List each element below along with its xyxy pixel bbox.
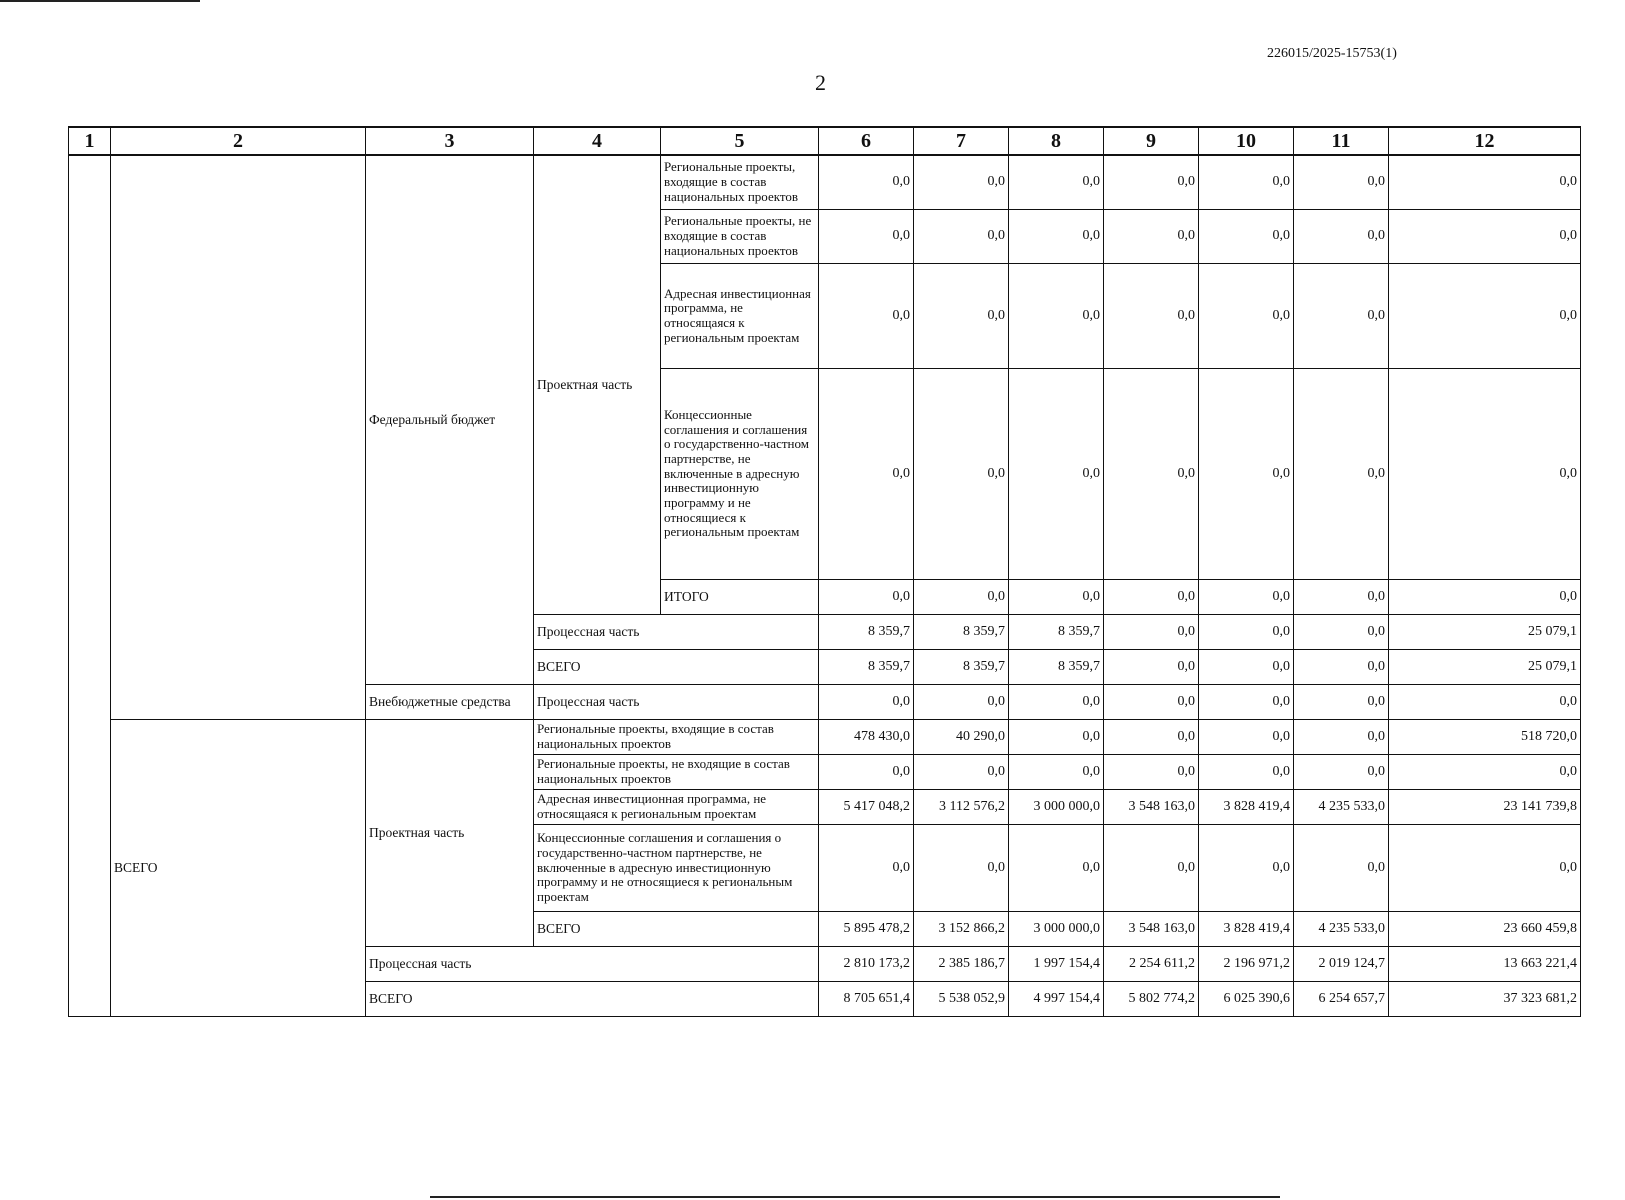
value-cell: 0,0	[819, 755, 914, 790]
value-cell: 8 359,7	[819, 650, 914, 685]
row-label: Концессионные соглашения и соглашения о государственно-частном партнерстве, не включенные в адресную инвестиционную программу и не относящиеся к региональным проектам	[534, 825, 819, 912]
value-cell: 5 417 048,2	[819, 790, 914, 825]
bottom-rule	[430, 1196, 1280, 1198]
value-cell: 0,0	[1009, 210, 1104, 264]
value-cell: 0,0	[819, 825, 914, 912]
value-cell: 0,0	[914, 685, 1009, 720]
value-cell: 2 196 971,2	[1199, 947, 1294, 982]
value-cell: 0,0	[1199, 210, 1294, 264]
value-cell: 0,0	[1294, 755, 1389, 790]
value-cell: 25 079,1	[1389, 615, 1581, 650]
value-cell: 0,0	[1009, 825, 1104, 912]
value-cell: 0,0	[1009, 685, 1104, 720]
row-label: ВСЕГО	[534, 650, 819, 685]
program-name-cell	[111, 155, 366, 720]
value-cell: 0,0	[1009, 369, 1104, 580]
value-cell: 0,0	[914, 580, 1009, 615]
value-cell: 5 895 478,2	[819, 912, 914, 947]
value-cell: 0,0	[1294, 685, 1389, 720]
value-cell: 1 997 154,4	[1009, 947, 1104, 982]
row-label: ВСЕГО	[366, 982, 819, 1017]
value-cell: 0,0	[1199, 615, 1294, 650]
value-cell: 4 997 154,4	[1009, 982, 1104, 1017]
col-header: 5	[661, 127, 819, 155]
value-cell: 0,0	[819, 685, 914, 720]
value-cell: 0,0	[1294, 210, 1389, 264]
value-cell: 0,0	[1389, 685, 1581, 720]
row-label: Процессная часть	[366, 947, 819, 982]
value-cell: 0,0	[914, 155, 1009, 210]
row-label: Процессная часть	[534, 615, 819, 650]
value-cell: 23 141 739,8	[1389, 790, 1581, 825]
value-cell: 0,0	[1389, 210, 1581, 264]
value-cell: 0,0	[914, 369, 1009, 580]
document-id: 226015/2025-15753(1)	[1267, 46, 1397, 61]
value-cell: 2 385 186,7	[914, 947, 1009, 982]
table-row	[69, 155, 1581, 210]
value-cell: 8 359,7	[914, 650, 1009, 685]
col-header: 2	[111, 127, 366, 155]
value-cell: 0,0	[1389, 264, 1581, 369]
value-cell: 0,0	[1199, 369, 1294, 580]
value-cell: 0,0	[819, 264, 914, 369]
value-cell: 0,0	[1389, 155, 1581, 210]
value-cell: 0,0	[1009, 755, 1104, 790]
value-cell: 518 720,0	[1389, 720, 1581, 755]
source-federal-budget: Федеральный бюджет	[366, 155, 534, 685]
col-header: 3	[366, 127, 534, 155]
col-header: 1	[69, 127, 111, 155]
value-cell: 0,0	[819, 580, 914, 615]
value-cell: 0,0	[1389, 580, 1581, 615]
value-cell: 0,0	[1104, 685, 1199, 720]
budget-table	[68, 126, 1581, 1017]
value-cell: 0,0	[1104, 615, 1199, 650]
table-row	[69, 720, 1581, 755]
value-cell: 8 359,7	[914, 615, 1009, 650]
value-cell: 0,0	[1199, 650, 1294, 685]
row-label: ВСЕГО	[534, 912, 819, 947]
row-number-cell	[69, 155, 111, 1017]
value-cell: 5 538 052,9	[914, 982, 1009, 1017]
value-cell: 25 079,1	[1389, 650, 1581, 685]
column-number-row	[69, 127, 1581, 155]
source-off-budget: Внебюджетные средства	[366, 685, 534, 720]
value-cell: 0,0	[1294, 580, 1389, 615]
value-cell: 8 359,7	[1009, 615, 1104, 650]
value-cell: 0,0	[1009, 155, 1104, 210]
value-cell: 0,0	[1009, 580, 1104, 615]
value-cell: 3 828 419,4	[1199, 790, 1294, 825]
value-cell: 23 660 459,8	[1389, 912, 1581, 947]
value-cell: 0,0	[1104, 755, 1199, 790]
value-cell: 0,0	[914, 264, 1009, 369]
value-cell: 8 359,7	[1009, 650, 1104, 685]
value-cell: 3 000 000,0	[1009, 912, 1104, 947]
value-cell: 0,0	[1104, 650, 1199, 685]
value-cell: 0,0	[1389, 755, 1581, 790]
col-header: 12	[1389, 127, 1581, 155]
value-cell: 0,0	[1199, 755, 1294, 790]
grand-project-part: Проектная часть	[366, 720, 534, 947]
value-cell: 0,0	[1389, 369, 1581, 580]
top-rule	[0, 0, 200, 2]
col-header: 7	[914, 127, 1009, 155]
col-header: 10	[1199, 127, 1294, 155]
value-cell: 40 290,0	[914, 720, 1009, 755]
value-cell: 0,0	[1199, 155, 1294, 210]
value-cell: 0,0	[819, 369, 914, 580]
row-label: Региональные проекты, не входящие в состав национальных проектов	[534, 755, 819, 790]
value-cell: 3 828 419,4	[1199, 912, 1294, 947]
value-cell: 8 359,7	[819, 615, 914, 650]
value-cell: 0,0	[819, 210, 914, 264]
value-cell: 0,0	[1199, 580, 1294, 615]
grand-total-label: ВСЕГО	[111, 720, 366, 1017]
value-cell: 0,0	[1199, 685, 1294, 720]
value-cell: 5 802 774,2	[1104, 982, 1199, 1017]
value-cell: 3 548 163,0	[1104, 912, 1199, 947]
value-cell: 6 025 390,6	[1199, 982, 1294, 1017]
row-label: Региональные проекты, входящие в состав национальных проектов	[534, 720, 819, 755]
value-cell: 0,0	[1199, 720, 1294, 755]
row-label: Процессная часть	[534, 685, 819, 720]
page-number: 2	[815, 70, 826, 95]
value-cell: 4 235 533,0	[1294, 790, 1389, 825]
col-header: 8	[1009, 127, 1104, 155]
value-cell: 2 810 173,2	[819, 947, 914, 982]
value-cell: 0,0	[1104, 264, 1199, 369]
value-cell: 0,0	[1294, 369, 1389, 580]
row-label: Региональные проекты, входящие в состав национальных проектов	[661, 155, 819, 210]
value-cell: 0,0	[1199, 825, 1294, 912]
value-cell: 0,0	[1104, 155, 1199, 210]
value-cell: 3 000 000,0	[1009, 790, 1104, 825]
value-cell: 2 019 124,7	[1294, 947, 1389, 982]
value-cell: 478 430,0	[819, 720, 914, 755]
value-cell: 0,0	[1294, 720, 1389, 755]
value-cell: 0,0	[1009, 264, 1104, 369]
value-cell: 0,0	[1294, 825, 1389, 912]
value-cell: 0,0	[1294, 155, 1389, 210]
value-cell: 0,0	[1104, 210, 1199, 264]
value-cell: 0,0	[1104, 580, 1199, 615]
value-cell: 3 152 866,2	[914, 912, 1009, 947]
value-cell: 0,0	[1009, 720, 1104, 755]
value-cell: 3 112 576,2	[914, 790, 1009, 825]
value-cell: 0,0	[1104, 369, 1199, 580]
value-cell: 0,0	[1294, 615, 1389, 650]
value-cell: 0,0	[819, 155, 914, 210]
value-cell: 6 254 657,7	[1294, 982, 1389, 1017]
value-cell: 0,0	[1199, 264, 1294, 369]
row-label: Региональные проекты, не входящие в состав национальных проектов	[661, 210, 819, 264]
row-label: Концессионные соглашения и соглашения о государственно-частном партнерстве, не включенные в адресную инвестиционную программу и не относящиеся к региональным проектам	[661, 369, 819, 580]
value-cell: 37 323 681,2	[1389, 982, 1581, 1017]
value-cell: 0,0	[1104, 720, 1199, 755]
value-cell: 0,0	[1294, 650, 1389, 685]
value-cell: 4 235 533,0	[1294, 912, 1389, 947]
value-cell: 0,0	[914, 755, 1009, 790]
value-cell: 8 705 651,4	[819, 982, 914, 1017]
value-cell: 13 663 221,4	[1389, 947, 1581, 982]
row-label: Адресная инвестиционная программа, не относящаяся к региональным проектам	[661, 264, 819, 369]
col-header: 9	[1104, 127, 1199, 155]
value-cell: 0,0	[1294, 264, 1389, 369]
value-cell: 0,0	[1104, 825, 1199, 912]
value-cell: 0,0	[1389, 825, 1581, 912]
col-header: 4	[534, 127, 661, 155]
col-header: 6	[819, 127, 914, 155]
row-label: Адресная инвестиционная программа, не относящаяся к региональным проектам	[534, 790, 819, 825]
row-label: ИТОГО	[661, 580, 819, 615]
value-cell: 0,0	[914, 210, 1009, 264]
value-cell: 0,0	[914, 825, 1009, 912]
col-header: 11	[1294, 127, 1389, 155]
federal-project-part: Проектная часть	[534, 155, 661, 615]
value-cell: 3 548 163,0	[1104, 790, 1199, 825]
value-cell: 2 254 611,2	[1104, 947, 1199, 982]
